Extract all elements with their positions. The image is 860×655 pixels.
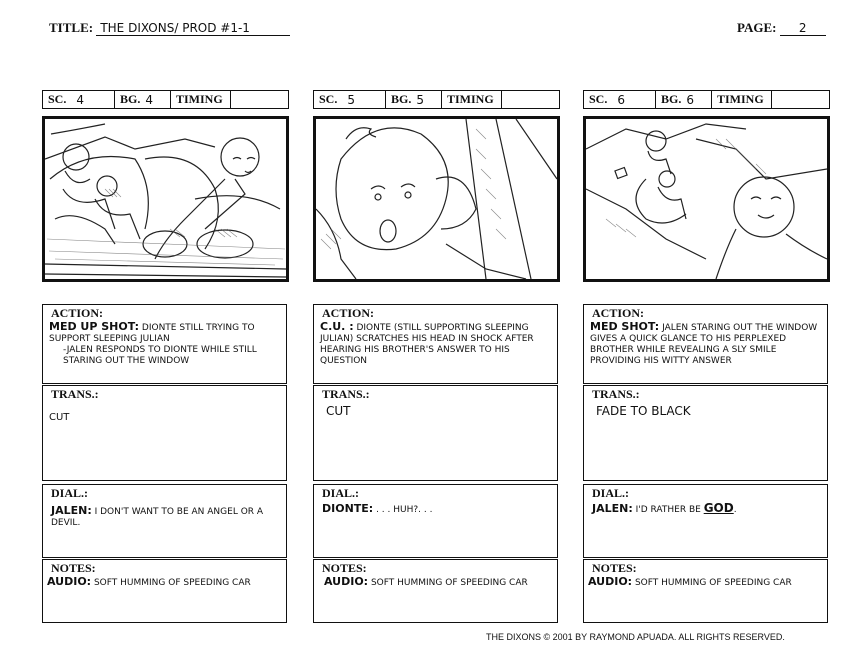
trans-label: TRANS.: <box>592 387 640 401</box>
title-value: THE DIXONS/ PROD #1-1 <box>96 21 290 36</box>
action-box <box>42 304 287 384</box>
scene-bar <box>313 90 560 109</box>
action-description: JALEN STARING OUT THE WINDOW GIVES A QUICK GLANCE TO HIS PERPLEXED BROTHER WHILE REVEALING A SLY SMILE PROVIDING HIS WITTY ANSWER <box>590 323 818 366</box>
background-number <box>656 91 712 108</box>
action-box <box>313 304 558 384</box>
bg-label: BG. <box>661 92 682 106</box>
bg-label: BG. <box>391 92 412 106</box>
dial-box <box>583 484 828 558</box>
action-text <box>320 321 553 367</box>
notes-label: NOTES: <box>322 561 367 575</box>
page-value: 2 <box>780 21 826 36</box>
sketch-illustration <box>316 119 557 279</box>
speaker: DIONTE: <box>322 502 374 515</box>
scene-bar <box>42 90 289 109</box>
bg-value: 5 <box>416 92 424 107</box>
scene-value: 6 <box>617 92 625 107</box>
dialogue <box>592 503 823 516</box>
trans-value: CUT <box>326 404 351 418</box>
notes-lead: AUDIO: <box>47 575 92 588</box>
dialogue-emphasis: GOD <box>703 501 734 515</box>
bg-value: 6 <box>686 92 694 107</box>
notes-lead: AUDIO: <box>324 575 369 588</box>
speaker: JALEN: <box>51 504 92 517</box>
scene-number <box>43 91 115 108</box>
notes-text <box>324 576 553 589</box>
dialogue-text: . . . HUH?. . . <box>376 505 433 515</box>
bg-label: BG. <box>120 92 141 106</box>
background-number <box>386 91 442 108</box>
trans-label: TRANS.: <box>51 387 99 401</box>
notes-text <box>588 576 823 589</box>
trans-box <box>42 385 287 481</box>
sketch-frame <box>583 116 830 282</box>
dial-box <box>313 484 558 558</box>
shot-type: MED SHOT: <box>590 320 660 333</box>
action-description: DIONTE (STILL SUPPORTING SLEEPING JULIAN) SCRATCHES HIS HEAD IN SHOCK AFTER HEARING HIS BROTHER'S ANSWER TO HIS QUESTION <box>320 323 534 366</box>
timing-label: TIMING <box>176 92 223 106</box>
bg-value: 4 <box>145 92 153 107</box>
scene-label: SC. <box>48 92 67 106</box>
speaker: JALEN: <box>592 502 633 515</box>
dial-box <box>42 484 287 558</box>
dialogue-tail: . <box>733 505 737 515</box>
page-label: PAGE: <box>737 20 777 35</box>
notes-text <box>47 576 282 589</box>
trans-value: FADE TO BLACK <box>596 404 691 418</box>
scene-value: 5 <box>347 92 355 107</box>
notes-label: NOTES: <box>51 561 96 575</box>
scene-number <box>314 91 386 108</box>
dial-label: DIAL.: <box>51 486 89 500</box>
trans-value: CUT <box>49 412 70 423</box>
notes-lead: AUDIO: <box>588 575 633 588</box>
timing-label: TIMING <box>447 92 494 106</box>
timing-value-cell <box>502 91 559 108</box>
scene-number <box>584 91 656 108</box>
trans-label: TRANS.: <box>322 387 370 401</box>
timing-cell <box>442 91 502 108</box>
dialogue-text: I'D RATHER BE <box>635 505 701 515</box>
trans-box <box>313 385 558 481</box>
notes-box <box>313 559 558 623</box>
notes-box <box>42 559 287 623</box>
sketch-frame <box>313 116 560 282</box>
storyboard-panel-1 <box>42 0 291 640</box>
shot-type: MED UP SHOT: <box>49 320 140 333</box>
scene-label: SC. <box>589 92 608 106</box>
sketch-frame <box>42 116 289 282</box>
dialogue <box>51 505 282 529</box>
shot-type: C.U. : <box>320 320 354 333</box>
action-label: ACTION: <box>592 306 645 320</box>
action-description: DIONTE STILL TRYING TO SUPPORT SLEEPING JULIAN <box>49 323 255 344</box>
timing-value-cell <box>231 91 288 108</box>
scene-bar <box>583 90 830 109</box>
background-number <box>115 91 171 108</box>
storyboard-panel-3 <box>583 0 832 640</box>
scene-value: 4 <box>76 92 84 107</box>
action-label: ACTION: <box>322 306 375 320</box>
dial-label: DIAL.: <box>592 486 630 500</box>
notes-description: SOFT HUMMING OF SPEEDING CAR <box>93 578 251 588</box>
action-label: ACTION: <box>51 306 104 320</box>
timing-cell <box>171 91 231 108</box>
sketch-illustration <box>586 119 827 279</box>
action-text <box>49 321 282 367</box>
timing-cell <box>712 91 772 108</box>
notes-description: SOFT HUMMING OF SPEEDING CAR <box>634 578 792 588</box>
action-description-2: -JALEN RESPONDS TO DIONTE WHILE STILL STARING OUT THE WINDOW <box>63 345 257 366</box>
trans-box <box>583 385 828 481</box>
dialogue-text: I DON'T WANT TO BE AN ANGEL OR A DEVIL. <box>51 507 264 528</box>
sketch-illustration <box>45 119 286 279</box>
dial-label: DIAL.: <box>322 486 360 500</box>
title-label: TITLE: <box>49 20 94 35</box>
action-text <box>590 321 823 367</box>
timing-value-cell <box>772 91 829 108</box>
notes-box <box>583 559 828 623</box>
storyboard-panel-2 <box>313 0 562 640</box>
notes-label: NOTES: <box>592 561 637 575</box>
timing-label: TIMING <box>717 92 764 106</box>
action-box <box>583 304 828 384</box>
copyright-footer: THE DIXONS © 2001 BY RAYMOND APUADA. ALL RIGHTS RESERVED. <box>486 632 785 642</box>
scene-label: SC. <box>319 92 338 106</box>
notes-description: SOFT HUMMING OF SPEEDING CAR <box>370 578 528 588</box>
dialogue <box>322 503 553 516</box>
